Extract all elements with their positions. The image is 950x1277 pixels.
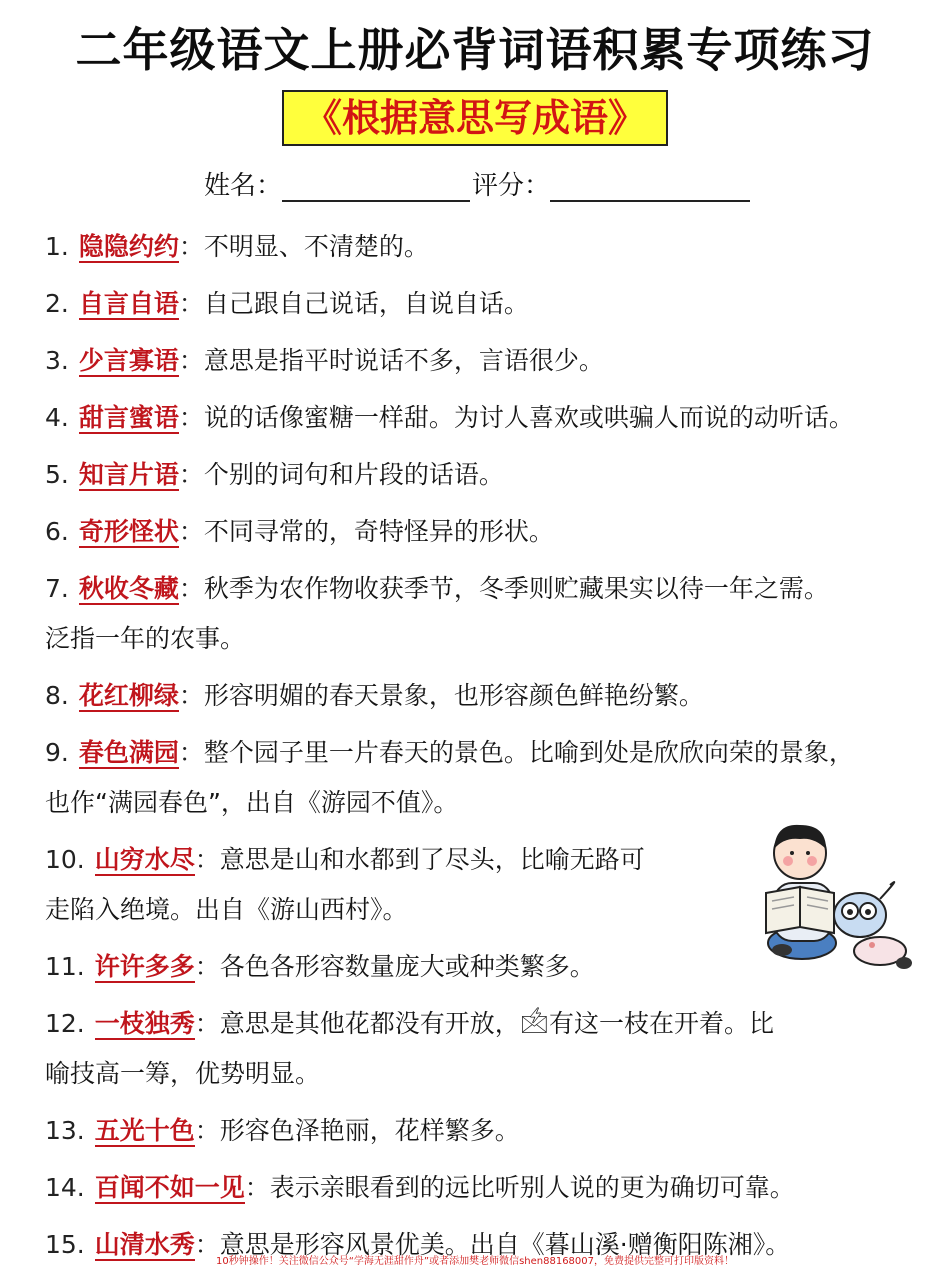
subtitle-text: 《根据意思写成语》	[303, 96, 646, 140]
entry-definition: 个别的词句和片段的话语。	[203, 460, 504, 489]
entry-colon: ：	[178, 403, 204, 432]
entry-definition: 秋季为农作物收获季节，冬季则贮藏果实以待一年之需。	[203, 574, 829, 603]
boy-reading-with-plush-toy-icon	[752, 815, 917, 980]
entry-definition: 不同寻常的，奇特怪异的形状。	[203, 517, 554, 546]
entry-definition: 意思是指平时说话不多，言语很少。	[203, 346, 604, 375]
entry-number: 13.	[45, 1116, 85, 1145]
entry-definition-continued: 泛指一年的农事。	[45, 624, 246, 653]
entry-number: 9.	[45, 738, 69, 767]
entry-colon: ：	[194, 952, 220, 981]
entry-idiom: 隐隐约约	[78, 232, 179, 261]
entry-definition: 不明显、不清楚的。	[203, 232, 429, 261]
idiom-entry	[45, 336, 925, 386]
entry-definition: 意思是其他花都没有开放，🖄有这一枝在开着。比	[219, 1009, 775, 1038]
entry-number: 4.	[45, 403, 69, 432]
entry-definition: 形容明媚的春天景象，也形容颜色鲜艳纷繁。	[203, 681, 704, 710]
entry-idiom: 山穷水尽	[94, 845, 195, 874]
entry-colon: ：	[244, 1173, 270, 1202]
subtitle-banner	[282, 90, 668, 146]
idiom-entry	[45, 728, 925, 778]
name-label: 姓名：	[204, 171, 283, 201]
entry-gap	[45, 721, 925, 728]
entry-number: 2.	[45, 289, 69, 318]
entry-colon: ：	[178, 574, 204, 603]
entry-idiom: 一枝独秀	[94, 1009, 195, 1038]
entry-idiom: 花红柳绿	[78, 681, 179, 710]
entry-colon: ：	[178, 738, 204, 767]
entry-idiom: 春色满园	[78, 738, 179, 767]
entry-gap	[45, 500, 925, 507]
page-title: 二年级语文上册必背词语积累专项练习	[75, 23, 875, 77]
entry-gap	[45, 557, 925, 564]
idiom-entry	[45, 222, 925, 272]
entry-idiom: 少言寡语	[78, 346, 179, 375]
entry-idiom: 五光十色	[94, 1116, 195, 1145]
entry-colon: ：	[194, 1009, 220, 1038]
entry-definition-continued: 喻技高一筹，优势明显。	[45, 1059, 321, 1088]
entry-idiom: 许许多多	[94, 952, 195, 981]
entry-number: 15.	[45, 1230, 85, 1259]
entry-gap	[45, 443, 925, 450]
name-score-row	[204, 165, 750, 202]
idiom-entry	[45, 1163, 925, 1213]
entry-idiom: 自言自语	[78, 289, 179, 318]
entry-number: 7.	[45, 574, 69, 603]
entry-gap	[45, 1270, 925, 1277]
entry-colon: ：	[178, 460, 204, 489]
entry-number: 12.	[45, 1009, 85, 1038]
entry-number: 11.	[45, 952, 85, 981]
entry-definition: 自己跟自己说话，自说自话。	[203, 289, 529, 318]
entry-colon: ：	[194, 1230, 220, 1259]
entry-definition: 各色各形容数量庞大或种类繁多。	[219, 952, 595, 981]
entry-idiom: 百闻不如一见	[94, 1173, 245, 1202]
entry-idiom: 知言片语	[78, 460, 179, 489]
entry-idiom: 秋收冬藏	[78, 574, 179, 603]
idiom-entry	[45, 1106, 925, 1156]
entry-colon: ：	[194, 845, 220, 874]
entry-number: 8.	[45, 681, 69, 710]
entry-idiom: 甜言蜜语	[78, 403, 179, 432]
idiom-entry	[45, 999, 925, 1049]
entry-colon: ：	[178, 681, 204, 710]
entry-number: 10.	[45, 845, 85, 874]
entry-idiom: 奇形怪状	[78, 517, 179, 546]
entry-number: 14.	[45, 1173, 85, 1202]
entry-definition-continued: 走陷入绝境。出自《游山西村》。	[45, 895, 408, 924]
entry-colon: ：	[194, 1116, 220, 1145]
entry-gap	[45, 329, 925, 336]
score-label: 评分：	[472, 171, 551, 201]
entry-definition: 意思是山和水都到了尽头，比喻无路可	[219, 845, 645, 874]
entry-idiom: 山清水秀	[94, 1230, 195, 1259]
idiom-entry	[45, 450, 925, 500]
entry-definition: 说的话像蜜糖一样甜。为讨人喜欢或哄骗人而说的动听话。	[203, 403, 854, 432]
entry-gap	[45, 992, 925, 999]
entry-gap	[45, 1213, 925, 1220]
entry-colon: ：	[178, 517, 204, 546]
entry-definition-continued: 也作“满园春色”，出自《游园不值》。	[45, 788, 459, 817]
entry-gap	[45, 272, 925, 279]
idiom-entry	[45, 279, 925, 329]
entry-colon: ：	[178, 346, 204, 375]
entry-gap	[45, 664, 925, 671]
entry-gap	[45, 1156, 925, 1163]
entry-number: 1.	[45, 232, 69, 261]
idiom-entry	[45, 393, 925, 443]
footer-note: 10秒钟操作！关注微信公众号“学海无涯甜作舟”或者添加樊老师微信shen88168007，免费提供完整可打印版资料！	[215, 1256, 735, 1267]
entry-gap	[45, 386, 925, 393]
entry-gap	[45, 1099, 925, 1106]
entry-colon: ：	[178, 289, 204, 318]
entry-definition: 形容色泽艳丽，花样繁多。	[219, 1116, 520, 1145]
entry-definition: 意思是形容风景优美。出自《暮山溪·赠衡阳陈湘》。	[219, 1230, 791, 1259]
entry-definition: 整个园子里一片春天的景色。比喻到处是欣欣向荣的景象，	[203, 738, 854, 767]
name-blank[interactable]	[282, 174, 470, 202]
entry-definition: 表示亲眼看到的远比听别人说的更为确切可靠。	[269, 1173, 795, 1202]
entry-number: 3.	[45, 346, 69, 375]
entry-number: 5.	[45, 460, 69, 489]
score-blank[interactable]	[550, 174, 750, 202]
idiom-entry	[45, 507, 925, 557]
idiom-list	[45, 222, 925, 1277]
idiom-entry	[45, 671, 925, 721]
entry-number: 6.	[45, 517, 69, 546]
entry-colon: ：	[178, 232, 204, 261]
idiom-entry	[45, 564, 925, 614]
